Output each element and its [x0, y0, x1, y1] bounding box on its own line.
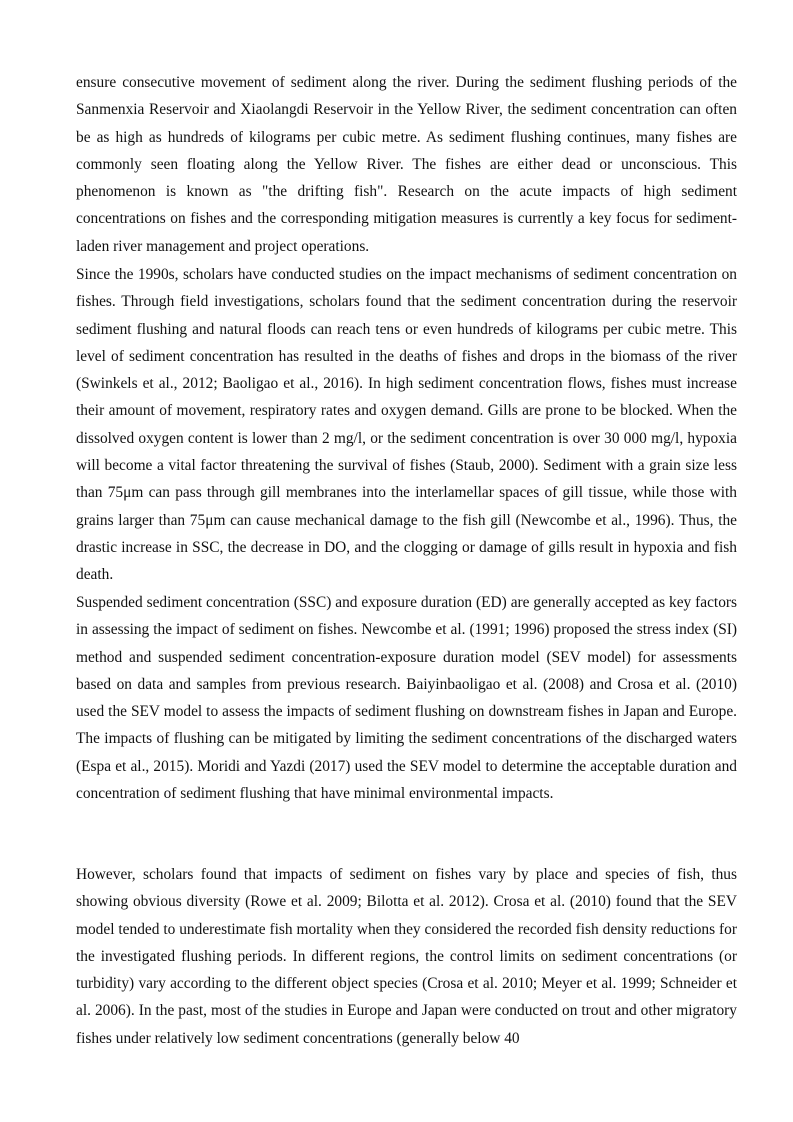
- paragraph-drifting-fish: ensure consecutive movement of sediment along the river. During the sediment flushing periods of the Sanmenxia Reservoir and Xiaolangdi Reservoir in the Yellow River, the sediment concentration can often be as high as hundreds of kilograms per cubic metre. As sediment flushing continues, many fishes are commonly seen floating along the Yellow River. The fishes are either dead or unconscious. This phenomenon is known as "the drifting fish". Research on the acute impacts of high sediment concentrations on fishes and the corresponding mitigation measures is currently a key focus for sediment-laden river management and project operations.: [76, 74, 737, 255]
- paragraph-sev-model: Suspended sediment concentration (SSC) and exposure duration (ED) are generally accepted as key factors in assessing the impact of sediment on fishes. Newcombe et al. (1991; 1996) proposed the stress index (SI) method and suspended sediment concentration-exposure duration model (SEV model) for assessments based on data and samples from previous research. Baiyinbaoligao et al. (2008) and Crosa et al. (2010) used the SEV model to assess the impacts of sediment flushing on downstream fishes in Japan and Europe. The impacts of flushing can be mitigated by limiting the sediment concentrations of the discharged waters (Espa et al., 2015). Moridi and Yazdi (2017) used the SEV model to determine the acceptable duration and concentration of sediment flushing that have minimal environmental impacts.: [76, 594, 737, 803]
- paragraph-species-diversity: However, scholars found that impacts of sediment on fishes vary by place and species of fish, thus showing obvious diversity (Rowe et al. 2009; Bilotta et al. 2012). Crosa et al. (2010) found that the SEV model tended to underestimate fish mortality when they considered the recorded fish density reductions for the investigated flushing periods. In different regions, the control limits on sediment concentrations (or turbidity) vary according to the different object species (Crosa et al. 2010; Meyer et al. 1999; Schneider et al. 2006). In the past, most of the studies in Europe and Japan were conducted on trout and other migratory fishes under relatively low sediment concentrations (generally below 40: [76, 866, 737, 1047]
- paragraph-impact-mechanisms: Since the 1990s, scholars have conducted studies on the impact mechanisms of sediment concentration on fishes. Through field investigations, scholars found that the sediment concentration during the reservoir sediment flushing and natural floods can reach tens or even hundreds of kilograms per cubic metre. This level of sediment concentration has resulted in the deaths of fishes and drops in the biomass of the river (Swinkels et al., 2012; Baoligao et al., 2016). In high sediment concentration flows, fishes must increase their amount of movement, respiratory rates and oxygen demand. Gills are prone to be blocked. When the dissolved oxygen content is lower than 2 mg/l, or the sediment concentration is over 30 000 mg/l, hypoxia will become a vital factor threatening the survival of fishes (Staub, 2000). Sediment with a grain size less than 75μm can pass through gill membranes into the interlamellar spaces of gill tissue, while those with grains larger than 75μm can cause mechanical damage to the fish gill (Newcombe et al., 1996). Thus, the drastic increase in SSC, the decrease in DO, and the clogging or damage of gills result in hypoxia and fish death.: [76, 266, 737, 584]
